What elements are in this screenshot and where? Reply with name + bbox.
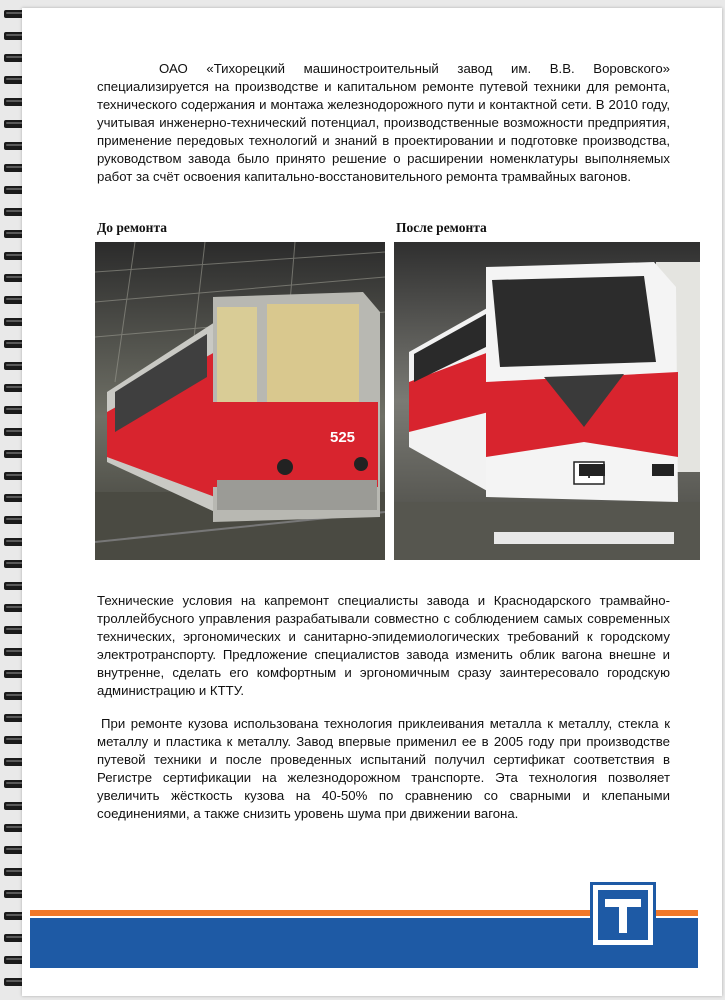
- bonding-technology-paragraph: При ремонте кузова использована технология приклеивания металла к металлу, стекла к металлу и пластика к металлу. Завод впервые применил ее в 2005 году при производстве путевой техники и после проведенных испытаний получил сертификат соответствия в Регистре сертификации на железнодорожном транспорте. Эта технология позволяет увеличить жёсткость кузова на 40-50% по сравнению со сварными и клепаными соединениями, а также снизить уровень шума при движении вагона.: [97, 716, 670, 821]
- intro-paragraph: ОАО «Тихорецкий машиностроительный завод им. В.В. Воровского» специализируется на производстве и капитальном ремонте путевой техники для ремонта, технического содержания и монтажа железнодорожного пути и контактной сети. В 2010 году, учитывая инженерно-технический потенциал, производственные возможности предприятия, применение передовых технологий и знаний в проектировании и подготовке производства, руководством завода было принято решение о расширении номенклатуры выполняемых работ за счёт освоения капитально-восстановительного ремонта трамвайных вагонов.: [97, 61, 670, 184]
- tram-number-label: 525: [330, 429, 356, 446]
- photo-tram-before-repair: [95, 242, 385, 560]
- company-logo: [590, 882, 656, 948]
- photo-tram-after-repair: [394, 242, 700, 560]
- caption-after-repair: После ремонта: [396, 220, 487, 235]
- tech-conditions-paragraph: Технические условия на капремонт специалисты завода и Краснодарского трамвайно-троллейбусного управления разрабатывали совместно с соблюдением самых современных технических, эргономических и санитарно-эпидемиологических требований к городскому электротранспорту. Предложение специалистов завода изменить облик вагона внешне и внутренне, сделать его комфортным и эргономичным сразу заинтересовало городскую администрацию и КТТУ.: [97, 593, 670, 698]
- caption-before-repair: До ремонта: [97, 220, 168, 235]
